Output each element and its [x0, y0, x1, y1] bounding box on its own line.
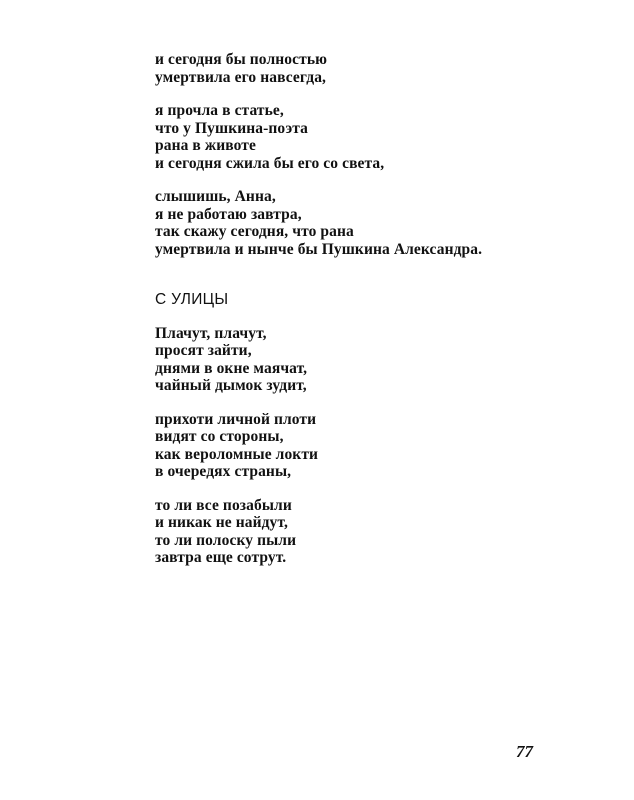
poem-line: Плачут, плачут, [155, 324, 267, 342]
poem-line: днями в окне маячат, [155, 359, 308, 377]
page-number: 77 [516, 742, 533, 761]
poem-line: что у Пушкина-поэта [155, 119, 309, 137]
poem-line: как вероломные локти [155, 445, 319, 463]
poem-line: так скажу сегодня, что рана [155, 223, 354, 240]
stanza [155, 325, 595, 395]
poem-text-block [155, 51, 595, 567]
stanza [155, 411, 595, 481]
poem-line: и никак не найдут, [155, 514, 288, 531]
poem-line: в очередях страны, [155, 463, 292, 480]
poem-line: рана в животе [155, 137, 256, 154]
stanza [155, 51, 595, 86]
stanza [155, 188, 595, 258]
poem-line: я не работаю завтра, [155, 205, 302, 223]
poem-line: слышишь, Анна, [155, 188, 276, 205]
poem-line: чайный дымок зудит, [155, 377, 307, 394]
poem-line: и сегодня сжила бы его со света, [155, 154, 385, 172]
poem-line: то ли все позабыли [155, 496, 292, 514]
stanza [155, 497, 595, 567]
poem-line: то ли полоску пыли [155, 531, 297, 549]
poem-title: С УЛИЦЫ [155, 291, 229, 308]
poem-line: умертвила его навсегда, [155, 68, 327, 86]
poem-line: видят со стороны, [155, 428, 284, 445]
poem-line: просят зайти, [155, 342, 252, 359]
poem-line: и сегодня бы полностью [155, 51, 328, 68]
poem-line: я прочла в статье, [155, 102, 284, 119]
stanza [155, 102, 595, 172]
poem-line: прихоти личной плоти [155, 410, 317, 428]
poem-line: умертвила и нынче бы Пушкина Александра. [155, 240, 483, 258]
poem-line: завтра еще сотрут. [155, 549, 287, 566]
